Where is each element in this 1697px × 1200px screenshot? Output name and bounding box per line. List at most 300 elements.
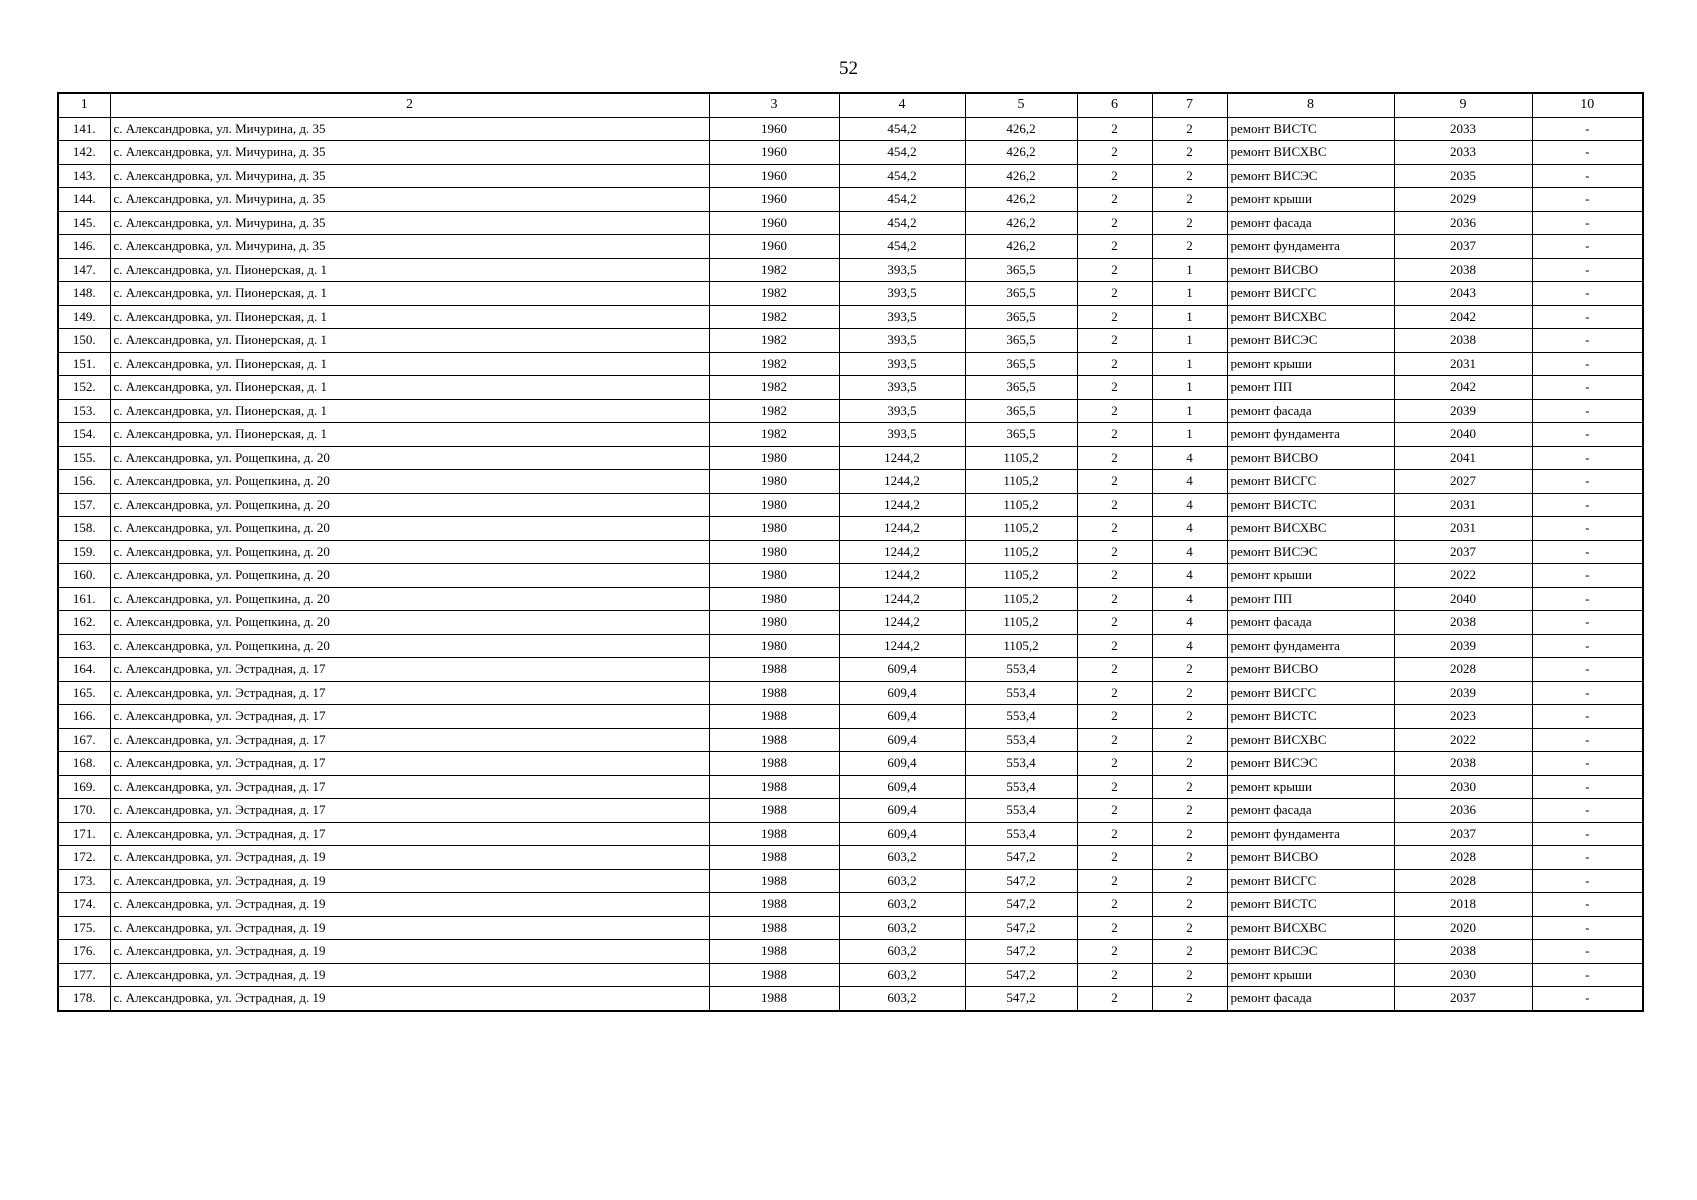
cell-entrances: 2	[1152, 141, 1227, 165]
cell-row-number: 176.	[58, 940, 110, 964]
cell-planned-year: 2037	[1394, 822, 1532, 846]
cell-total-area: 1244,2	[839, 587, 965, 611]
cell-note: -	[1532, 611, 1643, 635]
cell-work-type: ремонт ВИСГС	[1227, 681, 1394, 705]
cell-total-area: 1244,2	[839, 493, 965, 517]
cell-planned-year: 2031	[1394, 352, 1532, 376]
cell-floors: 2	[1077, 446, 1152, 470]
cell-floors: 2	[1077, 587, 1152, 611]
cell-address: с. Александровка, ул. Пионерская, д. 1	[110, 282, 709, 306]
cell-address: с. Александровка, ул. Эстрадная, д. 19	[110, 869, 709, 893]
cell-living-area: 547,2	[965, 916, 1077, 940]
table-row	[58, 611, 1643, 635]
cell-living-area: 365,5	[965, 376, 1077, 400]
cell-work-type: ремонт ВИСХВС	[1227, 141, 1394, 165]
cell-living-area: 365,5	[965, 258, 1077, 282]
cell-build-year: 1960	[709, 117, 839, 141]
cell-living-area: 553,4	[965, 728, 1077, 752]
cell-work-type: ремонт ВИСЭС	[1227, 540, 1394, 564]
cell-note: -	[1532, 141, 1643, 165]
cell-planned-year: 2038	[1394, 258, 1532, 282]
cell-note: -	[1532, 634, 1643, 658]
cell-work-type: ремонт фасада	[1227, 987, 1394, 1011]
cell-row-number: 142.	[58, 141, 110, 165]
cell-floors: 2	[1077, 470, 1152, 494]
cell-total-area: 393,5	[839, 258, 965, 282]
cell-living-area: 1105,2	[965, 634, 1077, 658]
cell-planned-year: 2042	[1394, 305, 1532, 329]
cell-living-area: 426,2	[965, 235, 1077, 259]
cell-note: -	[1532, 987, 1643, 1011]
cell-entrances: 1	[1152, 352, 1227, 376]
cell-floors: 2	[1077, 705, 1152, 729]
cell-entrances: 2	[1152, 822, 1227, 846]
cell-entrances: 1	[1152, 258, 1227, 282]
cell-living-area: 1105,2	[965, 446, 1077, 470]
repair-schedule-table	[57, 92, 1644, 1012]
cell-note: -	[1532, 423, 1643, 447]
cell-row-number: 141.	[58, 117, 110, 141]
cell-address: с. Александровка, ул. Мичурина, д. 35	[110, 141, 709, 165]
cell-total-area: 603,2	[839, 869, 965, 893]
cell-work-type: ремонт ВИСЭС	[1227, 752, 1394, 776]
cell-floors: 2	[1077, 305, 1152, 329]
cell-address: с. Александровка, ул. Эстрадная, д. 17	[110, 728, 709, 752]
cell-build-year: 1980	[709, 517, 839, 541]
cell-row-number: 167.	[58, 728, 110, 752]
cell-living-area: 426,2	[965, 211, 1077, 235]
cell-row-number: 177.	[58, 963, 110, 987]
cell-address: с. Александровка, ул. Эстрадная, д. 17	[110, 658, 709, 682]
cell-work-type: ремонт ВИСХВС	[1227, 305, 1394, 329]
cell-build-year: 1988	[709, 658, 839, 682]
cell-work-type: ремонт крыши	[1227, 188, 1394, 212]
table-row	[58, 446, 1643, 470]
cell-row-number: 170.	[58, 799, 110, 823]
cell-build-year: 1960	[709, 141, 839, 165]
cell-living-area: 365,5	[965, 329, 1077, 353]
cell-total-area: 1244,2	[839, 564, 965, 588]
cell-note: -	[1532, 940, 1643, 964]
cell-row-number: 161.	[58, 587, 110, 611]
table-body	[58, 117, 1643, 1011]
cell-build-year: 1980	[709, 540, 839, 564]
cell-note: -	[1532, 117, 1643, 141]
cell-living-area: 1105,2	[965, 517, 1077, 541]
cell-work-type: ремонт ВИСТС	[1227, 117, 1394, 141]
cell-planned-year: 2031	[1394, 493, 1532, 517]
cell-build-year: 1982	[709, 399, 839, 423]
cell-address: с. Александровка, ул. Пионерская, д. 1	[110, 399, 709, 423]
cell-row-number: 159.	[58, 540, 110, 564]
cell-row-number: 150.	[58, 329, 110, 353]
cell-floors: 2	[1077, 752, 1152, 776]
cell-total-area: 1244,2	[839, 540, 965, 564]
cell-planned-year: 2028	[1394, 846, 1532, 870]
cell-work-type: ремонт ПП	[1227, 376, 1394, 400]
cell-row-number: 175.	[58, 916, 110, 940]
cell-work-type: ремонт ВИСТС	[1227, 893, 1394, 917]
cell-work-type: ремонт фасада	[1227, 211, 1394, 235]
cell-entrances: 2	[1152, 211, 1227, 235]
table-row	[58, 681, 1643, 705]
cell-floors: 2	[1077, 117, 1152, 141]
cell-living-area: 553,4	[965, 705, 1077, 729]
cell-total-area: 1244,2	[839, 634, 965, 658]
cell-address: с. Александровка, ул. Рощепкина, д. 20	[110, 564, 709, 588]
cell-total-area: 609,4	[839, 705, 965, 729]
cell-build-year: 1980	[709, 611, 839, 635]
table-row	[58, 423, 1643, 447]
cell-build-year: 1982	[709, 329, 839, 353]
cell-total-area: 609,4	[839, 822, 965, 846]
cell-entrances: 4	[1152, 634, 1227, 658]
cell-build-year: 1988	[709, 846, 839, 870]
cell-address: с. Александровка, ул. Эстрадная, д. 19	[110, 893, 709, 917]
cell-work-type: ремонт фундамента	[1227, 423, 1394, 447]
table-row	[58, 117, 1643, 141]
cell-entrances: 4	[1152, 611, 1227, 635]
cell-row-number: 144.	[58, 188, 110, 212]
cell-build-year: 1982	[709, 282, 839, 306]
cell-floors: 2	[1077, 728, 1152, 752]
cell-entrances: 2	[1152, 705, 1227, 729]
cell-planned-year: 2020	[1394, 916, 1532, 940]
cell-living-area: 1105,2	[965, 564, 1077, 588]
cell-row-number: 154.	[58, 423, 110, 447]
cell-build-year: 1988	[709, 963, 839, 987]
cell-address: с. Александровка, ул. Пионерская, д. 1	[110, 305, 709, 329]
cell-row-number: 169.	[58, 775, 110, 799]
cell-address: с. Александровка, ул. Эстрадная, д. 19	[110, 846, 709, 870]
cell-floors: 2	[1077, 282, 1152, 306]
cell-total-area: 454,2	[839, 188, 965, 212]
cell-build-year: 1988	[709, 705, 839, 729]
table-row	[58, 658, 1643, 682]
cell-entrances: 1	[1152, 423, 1227, 447]
cell-total-area: 603,2	[839, 846, 965, 870]
cell-work-type: ремонт ВИСХВС	[1227, 517, 1394, 541]
cell-row-number: 156.	[58, 470, 110, 494]
cell-planned-year: 2029	[1394, 188, 1532, 212]
cell-living-area: 1105,2	[965, 587, 1077, 611]
cell-planned-year: 2023	[1394, 705, 1532, 729]
cell-floors: 2	[1077, 658, 1152, 682]
cell-work-type: ремонт ВИСВО	[1227, 846, 1394, 870]
cell-work-type: ремонт крыши	[1227, 352, 1394, 376]
cell-row-number: 160.	[58, 564, 110, 588]
cell-living-area: 365,5	[965, 399, 1077, 423]
table-row	[58, 493, 1643, 517]
cell-planned-year: 2031	[1394, 517, 1532, 541]
table-row	[58, 916, 1643, 940]
cell-planned-year: 2043	[1394, 282, 1532, 306]
cell-planned-year: 2037	[1394, 540, 1532, 564]
cell-floors: 2	[1077, 258, 1152, 282]
cell-entrances: 2	[1152, 775, 1227, 799]
cell-total-area: 393,5	[839, 282, 965, 306]
cell-note: -	[1532, 705, 1643, 729]
cell-work-type: ремонт ВИСТС	[1227, 493, 1394, 517]
cell-floors: 2	[1077, 916, 1152, 940]
cell-floors: 2	[1077, 517, 1152, 541]
cell-row-number: 173.	[58, 869, 110, 893]
cell-row-number: 163.	[58, 634, 110, 658]
cell-work-type: ремонт ПП	[1227, 587, 1394, 611]
cell-entrances: 2	[1152, 728, 1227, 752]
cell-note: -	[1532, 376, 1643, 400]
cell-planned-year: 2018	[1394, 893, 1532, 917]
cell-living-area: 426,2	[965, 164, 1077, 188]
cell-planned-year: 2033	[1394, 117, 1532, 141]
cell-note: -	[1532, 963, 1643, 987]
cell-floors: 2	[1077, 493, 1152, 517]
cell-total-area: 603,2	[839, 893, 965, 917]
cell-address: с. Александровка, ул. Эстрадная, д. 17	[110, 705, 709, 729]
cell-entrances: 2	[1152, 799, 1227, 823]
table-row	[58, 634, 1643, 658]
column-number-header-row	[58, 93, 1643, 117]
column-header: 9	[1394, 93, 1532, 117]
cell-work-type: ремонт фасада	[1227, 799, 1394, 823]
table-row	[58, 305, 1643, 329]
cell-planned-year: 2027	[1394, 470, 1532, 494]
cell-build-year: 1960	[709, 235, 839, 259]
cell-note: -	[1532, 258, 1643, 282]
cell-entrances: 2	[1152, 893, 1227, 917]
page-number: 52	[839, 58, 858, 79]
cell-planned-year: 2039	[1394, 399, 1532, 423]
cell-total-area: 1244,2	[839, 446, 965, 470]
cell-living-area: 553,4	[965, 775, 1077, 799]
cell-row-number: 145.	[58, 211, 110, 235]
cell-address: с. Александровка, ул. Эстрадная, д. 17	[110, 822, 709, 846]
cell-total-area: 609,4	[839, 775, 965, 799]
cell-build-year: 1988	[709, 940, 839, 964]
table-row	[58, 376, 1643, 400]
cell-work-type: ремонт ВИСГС	[1227, 282, 1394, 306]
cell-build-year: 1960	[709, 164, 839, 188]
cell-address: с. Александровка, ул. Рощепкина, д. 20	[110, 446, 709, 470]
cell-build-year: 1960	[709, 211, 839, 235]
cell-floors: 2	[1077, 869, 1152, 893]
cell-planned-year: 2038	[1394, 940, 1532, 964]
cell-floors: 2	[1077, 987, 1152, 1011]
table-row	[58, 799, 1643, 823]
cell-entrances: 4	[1152, 517, 1227, 541]
cell-entrances: 4	[1152, 470, 1227, 494]
cell-living-area: 553,4	[965, 822, 1077, 846]
cell-note: -	[1532, 211, 1643, 235]
table-row	[58, 164, 1643, 188]
column-header: 4	[839, 93, 965, 117]
column-header: 2	[110, 93, 709, 117]
cell-floors: 2	[1077, 352, 1152, 376]
cell-planned-year: 2038	[1394, 752, 1532, 776]
cell-work-type: ремонт фундамента	[1227, 822, 1394, 846]
cell-address: с. Александровка, ул. Мичурина, д. 35	[110, 164, 709, 188]
cell-work-type: ремонт ВИСГС	[1227, 470, 1394, 494]
cell-address: с. Александровка, ул. Мичурина, д. 35	[110, 211, 709, 235]
cell-living-area: 365,5	[965, 352, 1077, 376]
cell-build-year: 1982	[709, 423, 839, 447]
cell-row-number: 168.	[58, 752, 110, 776]
cell-entrances: 2	[1152, 164, 1227, 188]
table-row	[58, 141, 1643, 165]
cell-address: с. Александровка, ул. Мичурина, д. 35	[110, 188, 709, 212]
table-row	[58, 211, 1643, 235]
cell-floors: 2	[1077, 376, 1152, 400]
table-row	[58, 846, 1643, 870]
cell-floors: 2	[1077, 611, 1152, 635]
cell-floors: 2	[1077, 799, 1152, 823]
cell-total-area: 393,5	[839, 329, 965, 353]
cell-note: -	[1532, 587, 1643, 611]
cell-total-area: 454,2	[839, 117, 965, 141]
cell-row-number: 157.	[58, 493, 110, 517]
cell-living-area: 547,2	[965, 963, 1077, 987]
cell-entrances: 2	[1152, 681, 1227, 705]
cell-entrances: 2	[1152, 987, 1227, 1011]
cell-address: с. Александровка, ул. Эстрадная, д. 19	[110, 940, 709, 964]
cell-planned-year: 2028	[1394, 658, 1532, 682]
cell-living-area: 553,4	[965, 681, 1077, 705]
cell-work-type: ремонт ВИСГС	[1227, 869, 1394, 893]
cell-total-area: 393,5	[839, 399, 965, 423]
cell-total-area: 609,4	[839, 799, 965, 823]
cell-build-year: 1988	[709, 893, 839, 917]
cell-entrances: 4	[1152, 587, 1227, 611]
column-header: 10	[1532, 93, 1643, 117]
table-row	[58, 540, 1643, 564]
cell-living-area: 553,4	[965, 799, 1077, 823]
cell-note: -	[1532, 752, 1643, 776]
cell-planned-year: 2030	[1394, 775, 1532, 799]
cell-planned-year: 2040	[1394, 587, 1532, 611]
cell-address: с. Александровка, ул. Рощепкина, д. 20	[110, 517, 709, 541]
cell-entrances: 1	[1152, 329, 1227, 353]
table-row	[58, 987, 1643, 1011]
cell-row-number: 147.	[58, 258, 110, 282]
cell-entrances: 1	[1152, 376, 1227, 400]
cell-work-type: ремонт ВИСЭС	[1227, 164, 1394, 188]
table-row	[58, 893, 1643, 917]
table-row	[58, 752, 1643, 776]
cell-entrances: 1	[1152, 282, 1227, 306]
cell-address: с. Александровка, ул. Рощепкина, д. 20	[110, 540, 709, 564]
cell-total-area: 603,2	[839, 916, 965, 940]
table-row	[58, 728, 1643, 752]
cell-address: с. Александровка, ул. Мичурина, д. 35	[110, 235, 709, 259]
cell-floors: 2	[1077, 893, 1152, 917]
cell-total-area: 393,5	[839, 305, 965, 329]
cell-work-type: ремонт ВИСВО	[1227, 258, 1394, 282]
cell-planned-year: 2041	[1394, 446, 1532, 470]
table-row	[58, 329, 1643, 353]
cell-row-number: 149.	[58, 305, 110, 329]
cell-build-year: 1980	[709, 564, 839, 588]
table-row	[58, 517, 1643, 541]
cell-build-year: 1988	[709, 799, 839, 823]
cell-build-year: 1980	[709, 634, 839, 658]
cell-entrances: 4	[1152, 564, 1227, 588]
cell-entrances: 4	[1152, 540, 1227, 564]
cell-row-number: 146.	[58, 235, 110, 259]
cell-entrances: 2	[1152, 658, 1227, 682]
cell-living-area: 365,5	[965, 282, 1077, 306]
cell-floors: 2	[1077, 775, 1152, 799]
cell-row-number: 165.	[58, 681, 110, 705]
cell-planned-year: 2033	[1394, 141, 1532, 165]
cell-living-area: 426,2	[965, 141, 1077, 165]
cell-work-type: ремонт ВИСВО	[1227, 446, 1394, 470]
cell-total-area: 603,2	[839, 987, 965, 1011]
cell-floors: 2	[1077, 188, 1152, 212]
cell-planned-year: 2022	[1394, 728, 1532, 752]
cell-planned-year: 2036	[1394, 211, 1532, 235]
cell-work-type: ремонт фасада	[1227, 399, 1394, 423]
cell-note: -	[1532, 540, 1643, 564]
cell-living-area: 547,2	[965, 893, 1077, 917]
cell-living-area: 365,5	[965, 423, 1077, 447]
cell-entrances: 2	[1152, 916, 1227, 940]
cell-living-area: 1105,2	[965, 493, 1077, 517]
cell-note: -	[1532, 822, 1643, 846]
cell-build-year: 1982	[709, 305, 839, 329]
cell-planned-year: 2038	[1394, 329, 1532, 353]
cell-living-area: 553,4	[965, 658, 1077, 682]
table-row	[58, 940, 1643, 964]
cell-planned-year: 2036	[1394, 799, 1532, 823]
cell-floors: 2	[1077, 846, 1152, 870]
cell-note: -	[1532, 446, 1643, 470]
cell-floors: 2	[1077, 399, 1152, 423]
cell-entrances: 2	[1152, 940, 1227, 964]
cell-planned-year: 2037	[1394, 235, 1532, 259]
cell-work-type: ремонт крыши	[1227, 775, 1394, 799]
table-row	[58, 963, 1643, 987]
cell-planned-year: 2039	[1394, 634, 1532, 658]
cell-living-area: 547,2	[965, 940, 1077, 964]
cell-floors: 2	[1077, 235, 1152, 259]
cell-entrances: 1	[1152, 399, 1227, 423]
cell-address: с. Александровка, ул. Пионерская, д. 1	[110, 376, 709, 400]
cell-planned-year: 2040	[1394, 423, 1532, 447]
cell-work-type: ремонт ВИСХВС	[1227, 916, 1394, 940]
cell-address: с. Александровка, ул. Эстрадная, д. 19	[110, 963, 709, 987]
cell-entrances: 2	[1152, 752, 1227, 776]
cell-row-number: 164.	[58, 658, 110, 682]
cell-address: с. Александровка, ул. Рощепкина, д. 20	[110, 587, 709, 611]
cell-work-type: ремонт фундамента	[1227, 634, 1394, 658]
cell-note: -	[1532, 164, 1643, 188]
cell-living-area: 426,2	[965, 117, 1077, 141]
cell-entrances: 2	[1152, 963, 1227, 987]
cell-planned-year: 2042	[1394, 376, 1532, 400]
table-row	[58, 775, 1643, 799]
cell-floors: 2	[1077, 634, 1152, 658]
table-row	[58, 282, 1643, 306]
cell-build-year: 1988	[709, 822, 839, 846]
cell-work-type: ремонт фасада	[1227, 611, 1394, 635]
cell-build-year: 1982	[709, 352, 839, 376]
cell-floors: 2	[1077, 540, 1152, 564]
cell-address: с. Александровка, ул. Пионерская, д. 1	[110, 258, 709, 282]
cell-note: -	[1532, 846, 1643, 870]
cell-note: -	[1532, 399, 1643, 423]
cell-note: -	[1532, 869, 1643, 893]
table-row	[58, 188, 1643, 212]
